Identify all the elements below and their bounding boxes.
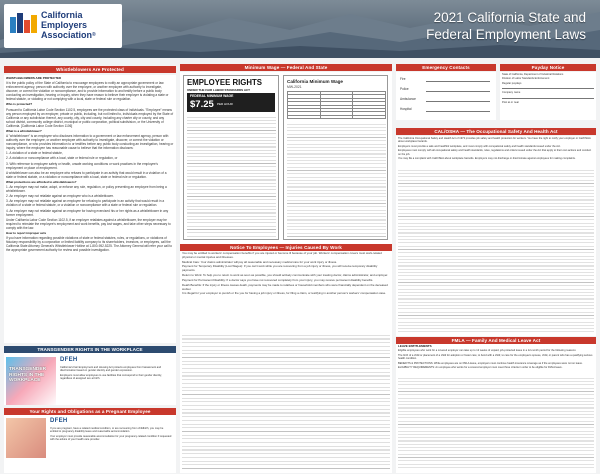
dfeh-logo: DFEH (50, 418, 68, 424)
wb-question: Who is protected? (6, 102, 33, 107)
ec-fill-line (426, 101, 490, 102)
fmla-paragraph: BENEFITS & PROTECTIONS: While employees are on FMLA leave, employers must continue health insurance coverage as if the employees were not on leave. (398, 361, 583, 365)
ec-fill-line (426, 81, 490, 82)
fmla-paragraph: Eligible employees who work for a covered employer can take up to 12 weeks of unpaid, job-protected leave in a 12-month period for the following reasons: (398, 349, 577, 353)
fmla-panel (396, 344, 596, 473)
section-bar-payday: Payday Notice (500, 64, 596, 71)
fmla-paragraph: The birth of a child or placement of a child for adoption or foster care; to bond with a child; to care for the employee's spouse, child, or parent who has a qualifying serious health condition. (398, 353, 593, 361)
california-minimum-wage-poster (283, 75, 388, 240)
fed-title: EMPLOYEE RIGHTS (187, 78, 262, 87)
transgender-panel (4, 353, 176, 405)
wb-paragraph: If you have information regarding possible violations of state or federal statutes, rules, or regulations, or violations of fiduciary responsibility by a corporation or limited liability company to its shareholders, investors, or employees, call the California State Attorney General's Whistleblower Hotline at 1-800-952-5225. The Attorney General will refer your call to the appropriate government authority for review and possible investigation. (6, 236, 173, 253)
ec-label-hospital: Hospital (400, 107, 412, 111)
ca-mw-fine-text (287, 124, 386, 238)
section-bar-osha: CAL/OSHA — The Occupational Safety And Health Act (396, 128, 596, 135)
header-banner (0, 0, 600, 58)
notice-paragraph: Return to Work: To help you to return to work as soon as possible, you should actively communicate with your treating doctor, claims administrator, and employer. (182, 273, 389, 278)
fed-wage-per: PER HOUR (217, 102, 233, 106)
emergency-contacts-panel (396, 72, 496, 120)
wb-paragraph: Under California Labor Code Section 1102.5, if an employer retaliates against a whistleblower, the employer may be required to reinstate the employee's employment and work benefits, pay lost wages, and take other steps necessary to comply with the law. (6, 217, 171, 230)
pregnant-employee-image (6, 418, 46, 458)
payday-fill-line (502, 96, 594, 99)
wb-paragraph: It is the public policy of the State of California to encourage employees to notify an appropriate government or law enforcement agency, person with authority over the employee, or another employee with authority to investigate, discover, or correct the violation or noncompliance, and to provide information to and testify before a public body conducting an investigation, hearing or inquiry, when they have reason to believe their employer is violating a state or federal statute, or violating or not complying with a local, state or federal rule or regulation. (6, 81, 169, 102)
trans-paragraph: California's Fair Employment and Housing Act protects employees from harassment and discrimination based on gender identity and gender expression. (60, 366, 162, 373)
cea-logo-icon (9, 11, 39, 39)
trans-badge-line: WORKPLACE (9, 378, 41, 383)
payday-fill-line (502, 86, 594, 89)
minimum-wage-panel (180, 72, 392, 244)
notice-injury-panel (180, 251, 392, 473)
wb-list-item: 1. A violation of a state or federal statute, (6, 151, 63, 156)
osha-fine-text (398, 170, 594, 332)
wb-question: How to report improper acts (6, 231, 47, 235)
section-bar-minimum-wage: Minimum Wage — Federal And State (180, 64, 392, 71)
wb-heading: WHISTLEBLOWERS ARE PROTECTED (6, 76, 62, 80)
fmla-fine-text (398, 378, 594, 469)
section-bar-whistleblowers: Whistleblowers Are Protected (4, 66, 176, 73)
fed-fine-text (187, 117, 276, 237)
section-bar-fmla: FMLA — Family And Medical Leave Act (396, 337, 596, 344)
wb-list-item: 2. An employer may not retaliate against an employee who is a whistleblower. (6, 194, 114, 199)
fed-band-title: FEDERAL MINIMUM WAGE (190, 94, 234, 98)
section-bar-transgender: TRANSGENDER RIGHTS IN THE WORKPLACE (4, 346, 176, 353)
payday-line: Company name (502, 91, 521, 95)
trans-badge-line: RIGHTS IN THE (9, 372, 45, 378)
poster-title-line-1: 2021 California State and (433, 10, 586, 25)
fed-wage-rate: $7.25 (190, 99, 214, 110)
payday-line: Division of Labor Standards Enforcement (502, 77, 550, 81)
wb-list-item: 4. An employer may not retaliate against an employee for having exercised his or her rights as a whistleblower in any former employment. (6, 208, 169, 217)
osha-paragraph: Employers must provide a safe and healthful workplace, and must comply with occupational safety and health standards issued under the Act. (398, 144, 561, 148)
wb-paragraph: Pursuant to California Labor Code Section 1102.5, employees are the protected class of individuals. "Employee" means any person employed by an employer, private or public, including, but not limited to, individuals employed by the State of California or any subdivision thereof, any county, city, city and county, including any charter city or county, and any school district, community college district, municipal or public corporation, political subdivision, or the University of California. [California Labor Code Section 1106] (6, 107, 174, 128)
notice-paragraph: Death Benefits: If the injury or illness causes death, payments may be made to relatives or household members who were financially dependent on the deceased worker. (182, 282, 388, 291)
section-bar-pregnancy: Your Rights and Obligations as a Pregnant Employee (4, 408, 176, 415)
logo-line-1: California (41, 10, 83, 20)
whistleblower-panel (4, 75, 176, 343)
osha-paragraph: You may file a complaint with Cal/OSHA about workplace hazards. Employers may not discharge or discriminate against employees for making complaints. (398, 157, 576, 161)
notice-fine-text (182, 335, 390, 469)
wb-question: What is a whistleblower? (6, 128, 42, 133)
fed-subtitle: UNDER THE FAIR LABOR STANDARDS ACT (187, 88, 250, 92)
ec-label-ambulance: Ambulance (400, 97, 416, 101)
notice-paragraph: Payment for Permanent Disability: If a doctor says you have not recovered completely from your injury, you may receive permanent disability benefits. (182, 277, 374, 282)
wb-list-item: 3. An employer may not retaliate against an employee for refusing to participate in an activity that would result in a violation of a state or federal statute, or a violation or noncompliance with a state or federal rule or regulation. (6, 199, 165, 208)
logo-registered-mark: ® (92, 32, 96, 38)
section-bar-notice-injury: Notice To Employees — Injuries Caused By Work (180, 244, 392, 251)
osha-paragraph: Employees must comply with all occupational safety and health standards, rules, regulations and orders issued under the Act that apply to their own actions and conduct on the job. (398, 149, 592, 156)
cea-logo (4, 4, 122, 48)
logo-line-2: Employers (41, 20, 88, 30)
dfeh-logo: DFEH (60, 357, 78, 363)
ec-label-police: Police (400, 87, 409, 91)
ca-mw-subtitle: MW-2021 (287, 85, 302, 89)
section-bar-emergency: Emergency Contacts (396, 64, 496, 71)
cea-logo-text (41, 10, 121, 40)
federal-minimum-wage-poster (183, 75, 279, 240)
ec-fill-line (426, 91, 490, 92)
wb-question: What protections are afforded to whistleblowers? (6, 179, 77, 184)
ca-mw-title: California Minimum Wage (287, 79, 343, 84)
notice-paragraph: Medical Care: Your claims administrator will pay all reasonable and necessary medical care for your work injury or illness. (182, 259, 338, 264)
fmla-paragraph: ELIGIBILITY REQUIREMENTS: An employee who works for a covered employer must meet three criteria in order to be eligible for FMLA leave. (398, 366, 563, 370)
preg-paragraph: Your employer must provide reasonable accommodation for your pregnancy-related condition if requested with the advice of your health care provider. (50, 434, 172, 442)
wb-paragraph: A "whistleblower" is an employee who discloses information to a government or law enforcement agency, person with authority over the employee, or another employee with authority to investigate, discover, or correct the violation or noncompliance, or who provides information to or testifies before any public body conducting an investigation, hearing or inquiry, where the employee has reasonable cause to believe that the information discloses: (6, 133, 174, 150)
notice-paragraph: You may be entitled to workers' compensation benefits if you are injured or become ill because of your job. Workers' compensation covers most work-related physical or mental injuries and illnesses. (182, 251, 382, 259)
payday-notice-panel (500, 72, 596, 120)
logo-line-3: Association (41, 30, 93, 40)
trans-paragraph: Employers must allow employees to use facilities that correspond to their gender identity, regardless of assigned sex at birth. (60, 373, 162, 381)
pregnancy-panel (4, 415, 176, 473)
wb-list-item: 2. A violation or noncompliance with a local, state or federal rule or regulation, or (6, 156, 118, 161)
poster-title-line-2: Federal Employment Laws (426, 27, 586, 42)
notice-paragraph: It is illegal for your employer to punish or fire you for having a job injury or illness, for filing a claim, or testifying in another person's workers' compensation case. (182, 291, 387, 296)
wb-list-item: 3. With reference to employee safety or health, unsafe working conditions or work practices in the employee's employment or place of employment. (6, 161, 158, 170)
preg-paragraph: If you are pregnant, have a related medical condition, or are recovering from childbirth, you may be entitled to pregnancy disability leave and reasonable accommodation. (50, 427, 164, 434)
ec-label-fire: Fire (400, 77, 406, 81)
fed-wage-band (187, 93, 275, 112)
payday-line: State of California, Department of Industrial Relations (502, 73, 564, 76)
wb-list-item: 1. An employer may not make, adopt, or enforce any rule, regulation, or policy preventing an employee from being a whistleblower. (6, 185, 167, 194)
trans-badge-line: TRANSGENDER (9, 367, 47, 372)
payday-line: Regular paydays (502, 81, 522, 85)
osha-panel (396, 136, 596, 336)
payday-line: Post at or near (502, 100, 520, 104)
notice-paragraph: Payment for Temporary Disability (Lost Wages): If you can't work while you are recovering from a job injury or illness, you will receive temporary disability payments. (182, 264, 378, 273)
wb-paragraph: A whistleblower can also be an employee who refuses to participate in an activity that would result in a violation of a state or federal statute, or a violation or noncompliance with a local, state or federal rule or regulation. (6, 170, 167, 179)
ec-fill-line (426, 111, 490, 112)
ca-mw-table (287, 91, 386, 119)
fmla-heading: LEAVE ENTITLEMENTS (398, 344, 432, 348)
osha-paragraph: The California Occupational Safety and Health Act of 1973 provides job safety and health protection for workers. You have the right to notify your employer or Cal/OSHA about workplace hazards. (398, 137, 591, 144)
transgender-flag-image (6, 357, 56, 405)
